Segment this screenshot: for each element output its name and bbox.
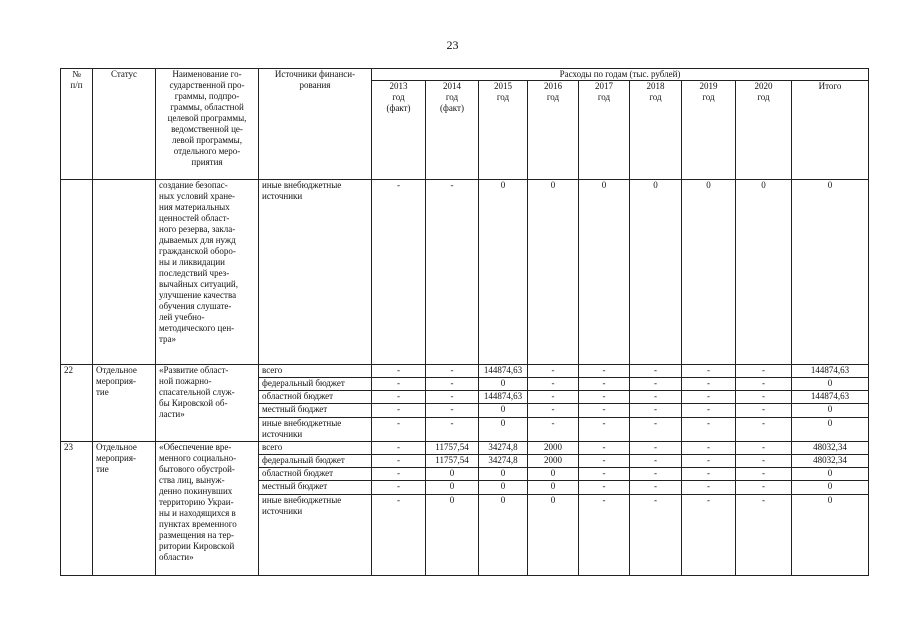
value-cell: 0 [579, 179, 630, 364]
table-row [61, 441, 869, 454]
source-label: федеральный бюджет [259, 377, 372, 390]
value-cell: 34274,8 [479, 441, 528, 454]
header-num: № п/п [61, 69, 93, 180]
value-cell: - [682, 417, 736, 441]
continuation-source: иные внебюджетные источники [259, 179, 372, 364]
header-year-2016: 2016 год [528, 80, 579, 179]
value-cell: - [426, 390, 479, 403]
source-label: областной бюджет [259, 390, 372, 403]
value-cell: 0 [426, 467, 479, 480]
header-year-2019: 2019 год [682, 80, 736, 179]
value-cell: - [579, 454, 630, 467]
value-cell: 0 [792, 179, 869, 364]
value-cell: 11757,54 [426, 441, 479, 454]
header-year-2015: 2015 год [479, 80, 528, 179]
value-cell: 144874,63 [792, 364, 869, 377]
value-cell: - [426, 417, 479, 441]
value-cell: 48032,34 [792, 441, 869, 454]
source-label: иные внебюджетные источники [259, 494, 372, 575]
value-cell: - [528, 364, 579, 377]
value-cell: 0 [682, 179, 736, 364]
value-cell: 0 [792, 417, 869, 441]
value-cell: - [736, 417, 792, 441]
value-cell: 0 [426, 494, 479, 575]
header-total: Итого [792, 80, 869, 179]
value-cell: - [372, 390, 426, 403]
value-cell: 0 [426, 480, 479, 494]
value-cell: - [579, 467, 630, 480]
value-cell: - [372, 403, 426, 417]
value-cell: - [372, 441, 426, 454]
value-cell: - [372, 417, 426, 441]
value-cell: - [630, 441, 682, 454]
value-cell: 0 [479, 403, 528, 417]
header-expenses: Расходы по годам (тыс. рублей) [372, 69, 869, 81]
value-cell: - [630, 364, 682, 377]
value-cell: 11757,54 [426, 454, 479, 467]
value-cell: - [682, 403, 736, 417]
value-cell: - [736, 467, 792, 480]
value-cell: - [426, 377, 479, 390]
value-cell: - [372, 377, 426, 390]
value-cell: - [736, 480, 792, 494]
header-year-2018: 2018 год [630, 80, 682, 179]
value-cell: 0 [528, 480, 579, 494]
value-cell: - [630, 417, 682, 441]
measure-number: 22 [61, 364, 93, 441]
value-cell: - [736, 494, 792, 575]
value-cell: - [682, 390, 736, 403]
measure-name: «Развитие област- ной пожарно- спасательной служ- бы Кировской об- ласти» [156, 364, 259, 441]
value-cell: 0 [630, 179, 682, 364]
value-cell: - [682, 467, 736, 480]
value-cell: 0 [479, 417, 528, 441]
header-year-2017: 2017 год [579, 80, 630, 179]
measure-status: Отдельное мероприя- тие [93, 441, 156, 575]
value-cell: - [682, 364, 736, 377]
value-cell: 0 [528, 467, 579, 480]
value-cell: - [736, 454, 792, 467]
source-label: иные внебюджетные источники [259, 417, 372, 441]
continuation-description: создание безопас- ных условий хране- ния материальных ценностей област- ного резерва, закла- дываемых для нужд гражданской оборо- ны и ликвидации последствий чрез- вычайных ситуаций, улучшение качества обучения слушате- лей учебно- методического цен- тра» [156, 179, 259, 364]
value-cell: - [736, 377, 792, 390]
value-cell: 144874,63 [479, 390, 528, 403]
header-year-2013: 2013 год (факт) [372, 80, 426, 179]
value-cell: - [630, 480, 682, 494]
table-row [61, 364, 869, 377]
value-cell: - [426, 403, 479, 417]
value-cell: 0 [479, 179, 528, 364]
value-cell: 144874,63 [479, 364, 528, 377]
value-cell: - [426, 179, 479, 364]
page-number: 23 [446, 38, 459, 52]
table-row [61, 179, 869, 364]
value-cell: 2000 [528, 454, 579, 467]
value-cell: - [579, 417, 630, 441]
value-cell: 144874,63 [792, 390, 869, 403]
source-label: всего [259, 364, 372, 377]
value-cell: - [426, 364, 479, 377]
value-cell: - [630, 454, 682, 467]
value-cell: - [682, 377, 736, 390]
source-label: местный бюджет [259, 480, 372, 494]
value-cell: - [736, 441, 792, 454]
value-cell: - [579, 403, 630, 417]
value-cell: 48032,34 [792, 454, 869, 467]
source-label: всего [259, 441, 372, 454]
value-cell: 0 [792, 480, 869, 494]
financing-table [60, 68, 869, 576]
measure-number: 23 [61, 441, 93, 575]
value-cell: - [630, 377, 682, 390]
header-name: Наименование го- сударственной про- граммы, подпро- граммы, областной целевой программы, ведомственной це- левой программы, отдельного меро- приятия [156, 69, 259, 180]
value-cell: - [372, 467, 426, 480]
value-cell: - [372, 454, 426, 467]
value-cell: 0 [479, 480, 528, 494]
header-year-2014: 2014 год (факт) [426, 80, 479, 179]
value-cell: - [630, 467, 682, 480]
value-cell: 0 [479, 467, 528, 480]
measure-name: «Обеспечение вре- менного социально- бытового обустрой- ства лиц, вынуж- денно покинувших территорию Украи- ны и находящихся в пунктах временного размещения на тер- ритории Кировской области» [156, 441, 259, 575]
value-cell: - [528, 403, 579, 417]
value-cell: - [579, 377, 630, 390]
value-cell: - [528, 417, 579, 441]
value-cell: 0 [528, 494, 579, 575]
value-cell: - [579, 480, 630, 494]
source-label: местный бюджет [259, 403, 372, 417]
measure-status: Отдельное мероприя- тие [93, 364, 156, 441]
value-cell: - [372, 494, 426, 575]
header-status: Статус [93, 69, 156, 180]
value-cell: 0 [792, 467, 869, 480]
value-cell: - [682, 480, 736, 494]
header-sources: Источники финанси- рования [259, 69, 372, 180]
value-cell: 0 [792, 403, 869, 417]
value-cell: - [528, 377, 579, 390]
value-cell: - [372, 480, 426, 494]
value-cell: - [372, 179, 426, 364]
value-cell: - [579, 390, 630, 403]
value-cell: - [682, 494, 736, 575]
value-cell: - [736, 364, 792, 377]
value-cell: - [372, 364, 426, 377]
value-cell: - [630, 494, 682, 575]
header-year-2020: 2020 год [736, 80, 792, 179]
value-cell: - [630, 390, 682, 403]
value-cell: 0 [528, 179, 579, 364]
value-cell: - [630, 403, 682, 417]
value-cell: 0 [792, 494, 869, 575]
value-cell: 0 [792, 377, 869, 390]
value-cell: 2000 [528, 441, 579, 454]
value-cell: 0 [479, 494, 528, 575]
value-cell: 34274,8 [479, 454, 528, 467]
value-cell: - [528, 390, 579, 403]
value-cell: - [579, 441, 630, 454]
value-cell: 0 [736, 179, 792, 364]
value-cell: 0 [479, 377, 528, 390]
value-cell: - [579, 364, 630, 377]
value-cell: - [579, 494, 630, 575]
value-cell: - [682, 454, 736, 467]
value-cell: - [736, 403, 792, 417]
value-cell: - [682, 441, 736, 454]
source-label: федеральный бюджет [259, 454, 372, 467]
source-label: областной бюджет [259, 467, 372, 480]
value-cell: - [736, 390, 792, 403]
